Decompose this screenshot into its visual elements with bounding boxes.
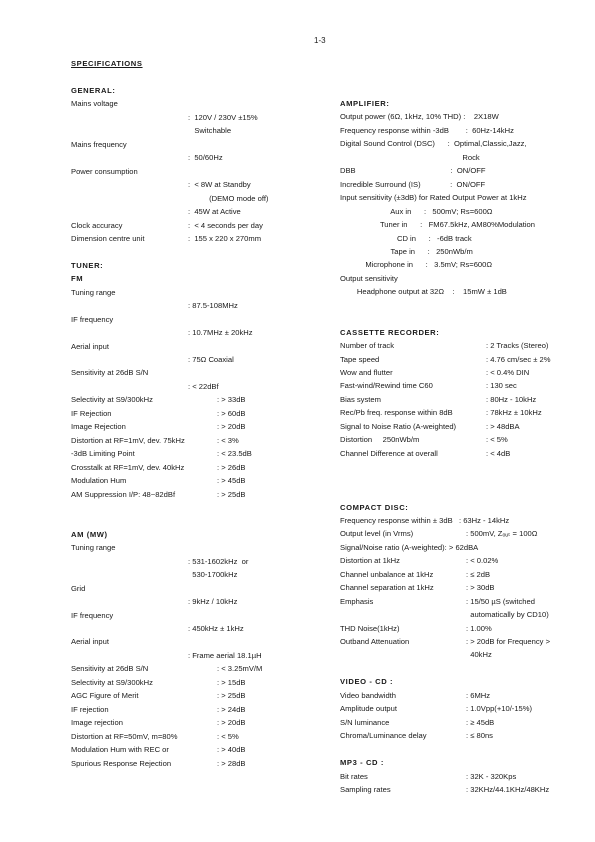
spec-label: Incredible Surround (IS) : ON/OFF — [340, 180, 486, 189]
spec-label: Number of track — [340, 341, 395, 350]
spec-value: : 120V / 230V ±15% — [188, 113, 258, 122]
spec-label: Image Rejection — [71, 422, 126, 431]
section-heading: FM — [71, 274, 84, 283]
spec-label: DBB : ON/OFF — [340, 166, 486, 175]
spec-value: : > 20dB for Frequency > — [466, 637, 551, 646]
spec-value: : > 24dB — [217, 705, 246, 714]
spec-label: Sampling rates — [340, 785, 391, 794]
spec-label: Headphone output at 32Ω : 15mW ± 1dB — [340, 287, 507, 296]
spec-value: : ≤ 80ns — [466, 731, 493, 740]
spec-value: : > 26dB — [217, 463, 246, 472]
spec-value: : < 5% — [217, 732, 239, 741]
section-heading: TUNER: — [71, 261, 104, 270]
spec-value: : 9kHz / 10kHz — [188, 597, 238, 606]
spec-label: Modulation Hum with REC or — [71, 745, 169, 754]
spec-value: : 130 sec — [486, 381, 517, 390]
spec-value: Switchable — [188, 126, 232, 135]
spec-label: Image rejection — [71, 718, 123, 727]
spec-value: : < 5% — [486, 435, 508, 444]
spec-label: IF Rejection — [71, 409, 112, 418]
spec-value: : 155 x 220 x 270mm — [188, 234, 262, 243]
spec-label: Bit rates — [340, 772, 368, 781]
spec-label: Selectivity at S9/300kHz — [71, 395, 153, 404]
spec-label: Input sensitivity (±3dB) for Rated Output Power at 1kHz — [340, 193, 527, 202]
spec-label: Spurious Response Rejection — [71, 759, 172, 768]
spec-label: Aux in : 500mV; Rs=600Ω — [340, 207, 493, 216]
spec-label: Wow and flutter — [340, 368, 393, 377]
spec-label: Fast-wind/Rewind time C60 — [340, 381, 433, 390]
section-heading: GENERAL: — [71, 86, 116, 95]
spec-label: Channel unbalance at 1kHz — [340, 570, 434, 579]
spec-label: Aerial input — [71, 342, 109, 351]
spec-label: Distortion at RF=50mV, m=80% — [71, 732, 178, 741]
spec-label: Selectivity at S9/300kHz — [71, 678, 153, 687]
spec-value: : 32K - 320Kps — [466, 772, 517, 781]
spec-label: Tape speed — [340, 355, 380, 364]
spec-label: Clock accuracy — [71, 221, 123, 230]
spec-value: : 10.7MHz ± 20kHz — [188, 328, 253, 337]
spec-label: Channel Difference at overall — [340, 449, 438, 458]
spec-label: Distortion at 1kHz — [340, 556, 400, 565]
spec-label: CD in : -6dB track — [340, 234, 472, 243]
section-heading: MP3 - CD : — [340, 758, 384, 767]
spec-value: : 531-1602kHz or — [188, 557, 249, 566]
spec-label: Chroma/Luminance delay — [340, 731, 427, 740]
spec-value: : 1.00% — [466, 624, 492, 633]
spec-label: Distortion 250nWb/m — [340, 435, 420, 444]
section-heading: COMPACT DISC: — [340, 503, 409, 512]
spec-value: : 4.76 cm/sec ± 2% — [486, 355, 551, 364]
spec-label: Sensitivity at 26dB S/N — [71, 368, 149, 377]
spec-label: Dimension centre unit — [71, 234, 145, 243]
spec-label: Digital Sound Control (DSC) : Optimal,Classic,Jazz, — [340, 139, 527, 148]
spec-label: Mains frequency — [71, 140, 127, 149]
spec-label: Video bandwidth — [340, 691, 397, 700]
spec-value: : 45W at Active — [188, 207, 241, 216]
spec-label: AM Suppression I/P: 48~82dBf — [71, 490, 176, 499]
spec-label: IF frequency — [71, 315, 114, 324]
spec-value: : < 8W at Standby — [188, 180, 251, 189]
spec-label: Outband Attenuation — [340, 637, 410, 646]
spec-value: : 80Hz - 10kHz — [486, 395, 537, 404]
spec-label: Microphone in : 3.5mV; Rs=600Ω — [340, 260, 493, 269]
spec-label: Channel separation at 1kHz — [340, 583, 434, 592]
spec-value: : 75Ω Coaxial — [188, 355, 234, 364]
spec-label: IF frequency — [71, 611, 114, 620]
section-heading: VIDEO - CD : — [340, 677, 394, 686]
section-heading: CASSETTE RECORDER: — [340, 328, 440, 337]
spec-label: Frequency response within -3dB : 60Hz-14kHz — [340, 126, 514, 135]
spec-value: : 50/60Hz — [188, 153, 223, 162]
spec-value: : 2 Tracks (Stereo) — [486, 341, 549, 350]
spec-value: : < 0.4% DIN — [486, 368, 530, 377]
spec-value: : < 4 seconds per day — [188, 221, 263, 230]
spec-value: : 15/50 µS (switched — [466, 597, 535, 606]
spec-value: : 87.5-108MHz — [188, 301, 238, 310]
spec-value: : > 45dB — [217, 476, 246, 485]
spec-value: : > 15dB — [217, 678, 246, 687]
spec-label: Distortion at RF=1mV, dev. 75kHz — [71, 436, 185, 445]
spec-label: Output power (6Ω, 1kHz, 10% THD) : 2X18W — [340, 112, 499, 121]
spec-label: -3dB Limiting Point — [71, 449, 135, 458]
page-number: 1-3 — [314, 36, 326, 45]
spec-label: Tuning range — [71, 288, 116, 297]
spec-label: Sensitivity at 26dB S/N — [71, 664, 149, 673]
spec-label: Output level (in Vrms) — [340, 529, 414, 538]
spec-value: : 32KHz/44.1KHz/48KHz — [466, 785, 550, 794]
spec-value: : > 25dB — [217, 691, 246, 700]
spec-label: Frequency response within ± 3dB : 63Hz - 14kHz — [340, 516, 510, 525]
spec-value: : < 3% — [217, 436, 239, 445]
spec-value: : > 28dB — [217, 759, 246, 768]
spec-label: Grid — [71, 584, 86, 593]
spec-label: Modulation Hum — [71, 476, 127, 485]
spec-value: : 450kHz ± 1kHz — [188, 624, 244, 633]
spec-value: : 78kHz ± 10kHz — [486, 408, 542, 417]
spec-value: : ≤ 2dB — [466, 570, 491, 579]
spec-label: Amplitude output — [340, 704, 397, 713]
spec-value: : > 48dBA — [486, 422, 520, 431]
spec-value: : > 20dB — [217, 718, 246, 727]
spec-value: : < 23.5dB — [217, 449, 252, 458]
spec-label: Tape in : 250nWb/m — [340, 247, 473, 256]
section-heading: AMPLIFIER: — [340, 99, 390, 108]
spec-value: : > 25dB — [217, 490, 246, 499]
spec-label: Rec/Pb freq. response within 8dB — [340, 408, 453, 417]
spec-value: : 500mV, Zₒᵤₜ = 100Ω — [466, 529, 538, 538]
spec-label: Signal to Noise Ratio (A-weighted) — [340, 422, 457, 431]
spec-label: Signal/Noise ratio (A-weighted): > 62dBA — [340, 543, 479, 552]
spec-label: Bias system — [340, 395, 381, 404]
spec-label: Aerial input — [71, 637, 109, 646]
spec-value: : > 33dB — [217, 395, 246, 404]
spec-label: Power consumption — [71, 167, 138, 176]
spec-value: (DEMO mode off) — [188, 194, 269, 203]
spec-value: : > 40dB — [217, 745, 246, 754]
spec-value: : > 30dB — [466, 583, 495, 592]
spec-value: automatically by CD10) — [466, 610, 549, 619]
spec-value: : < 0.02% — [466, 556, 499, 565]
spec-label: Crosstalk at RF=1mV, dev. 40kHz — [71, 463, 185, 472]
spec-label: AGC Figure of Merit — [71, 691, 139, 700]
spec-value: : > 20dB — [217, 422, 246, 431]
spec-value: 40kHz — [466, 650, 492, 659]
spec-value: : 6MHz — [466, 691, 491, 700]
spec-label: S/N luminance — [340, 718, 390, 727]
spec-value: : 1.0Vpp(+10/-15%) — [466, 704, 533, 713]
spec-label: Tuner in : FM67.5kHz, AM80%Modulation — [340, 220, 535, 229]
spec-label: THD Noise(1kHz) — [340, 624, 400, 633]
spec-value: 530-1700kHz — [188, 570, 238, 579]
spec-value: : < 4dB — [486, 449, 511, 458]
spec-value: : < 22dBf — [188, 382, 219, 391]
spec-value: : > 60dB — [217, 409, 246, 418]
spec-label: Emphasis — [340, 597, 374, 606]
spec-label: Tuning range — [71, 543, 116, 552]
section-heading: AM (MW) — [71, 530, 108, 539]
spec-value: : ≥ 45dB — [466, 718, 495, 727]
spec-label: Mains voltage — [71, 99, 118, 108]
page-title: SPECIFICATIONS — [71, 59, 143, 68]
spec-label: IF rejection — [71, 705, 109, 714]
spec-label: Rock — [340, 153, 480, 162]
spec-label: Output sensitivity — [340, 274, 398, 283]
spec-value: : Frame aerial 18.1µH — [188, 651, 262, 660]
spec-value: : < 3.25mV/M — [217, 664, 263, 673]
